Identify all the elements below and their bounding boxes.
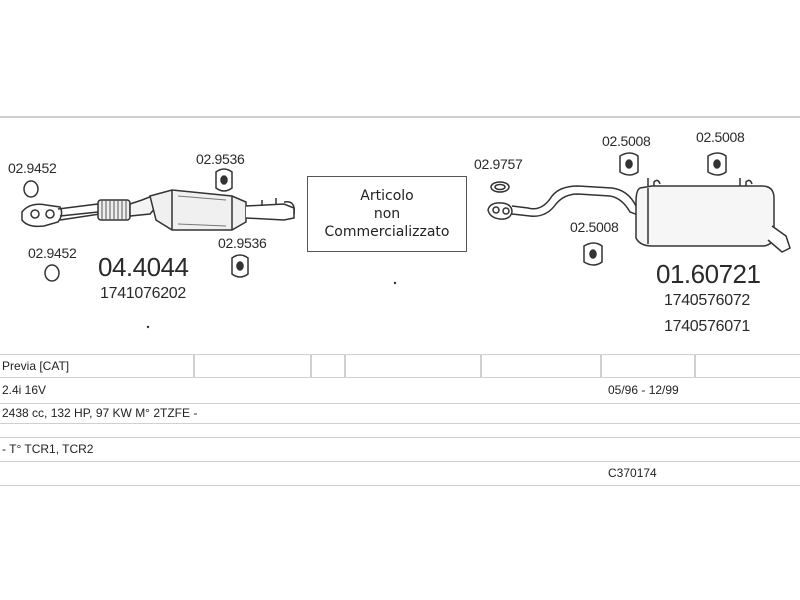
rubber-mount-right-1: [620, 153, 638, 175]
model-cell: Previa [CAT]: [2, 359, 70, 373]
stray-dot: [394, 282, 396, 284]
column-divider: [600, 355, 602, 377]
years-cell: 05/96 - 12/99: [608, 383, 679, 397]
gasket-bottom-label: 02.9452: [28, 245, 77, 261]
table-row-types: [0, 438, 800, 462]
mount-c-label: 02.5008: [570, 219, 619, 235]
gasket-right-label: 02.9757: [474, 156, 523, 172]
column-divider: [310, 355, 312, 377]
rear-silencer: [488, 178, 790, 252]
mount-a-label: 02.5008: [602, 133, 651, 149]
code-cell: C370174: [608, 466, 657, 480]
rubber-mount-right-3: [584, 243, 602, 265]
column-divider: [694, 355, 696, 377]
oe-number-right-2: 1740576071: [664, 318, 750, 335]
notice-line-2: non: [373, 206, 401, 222]
mount-top-label: 02.9536: [196, 151, 245, 167]
oe-number-right-1: 1740576072: [664, 292, 750, 309]
mount-bottom-label: 02.9536: [218, 235, 267, 251]
table-row-engine: [0, 378, 800, 404]
gasket-ring-bottom: [45, 265, 59, 281]
table-row-specs: [0, 404, 800, 424]
notice-line-1: Articolo: [360, 188, 414, 204]
rubber-mount-top-left: [216, 169, 232, 191]
oe-number-left: 1741076202: [100, 285, 186, 302]
table-row-blank: [0, 424, 800, 438]
types-cell: - T° TCR1, TCR2: [2, 442, 94, 456]
column-divider: [480, 355, 482, 377]
part-code-left: 04.4044: [98, 252, 189, 282]
front-pipe-catalyst: [22, 190, 294, 230]
mount-b-label: 02.5008: [696, 129, 745, 145]
rubber-mount-right-2: [708, 153, 726, 175]
gasket-ring-right: [491, 182, 509, 192]
notice-line-3: Commercializzato: [324, 224, 450, 240]
table-row-model: [0, 354, 800, 378]
part-code-right: 01.60721: [656, 259, 761, 289]
not-sold-notice: [307, 176, 467, 252]
column-divider: [344, 355, 346, 377]
gasket-ring-top: [24, 181, 38, 197]
specs-cell: 2438 cc, 132 HP, 97 KW M° 2TZFE -: [2, 406, 198, 420]
engine-cell: 2.4i 16V: [2, 383, 47, 397]
table-row-code: [0, 462, 800, 486]
stray-dot: [147, 326, 149, 328]
rubber-mount-bottom-left: [232, 255, 248, 277]
gasket-top-label: 02.9452: [8, 160, 57, 176]
column-divider: [193, 355, 195, 377]
